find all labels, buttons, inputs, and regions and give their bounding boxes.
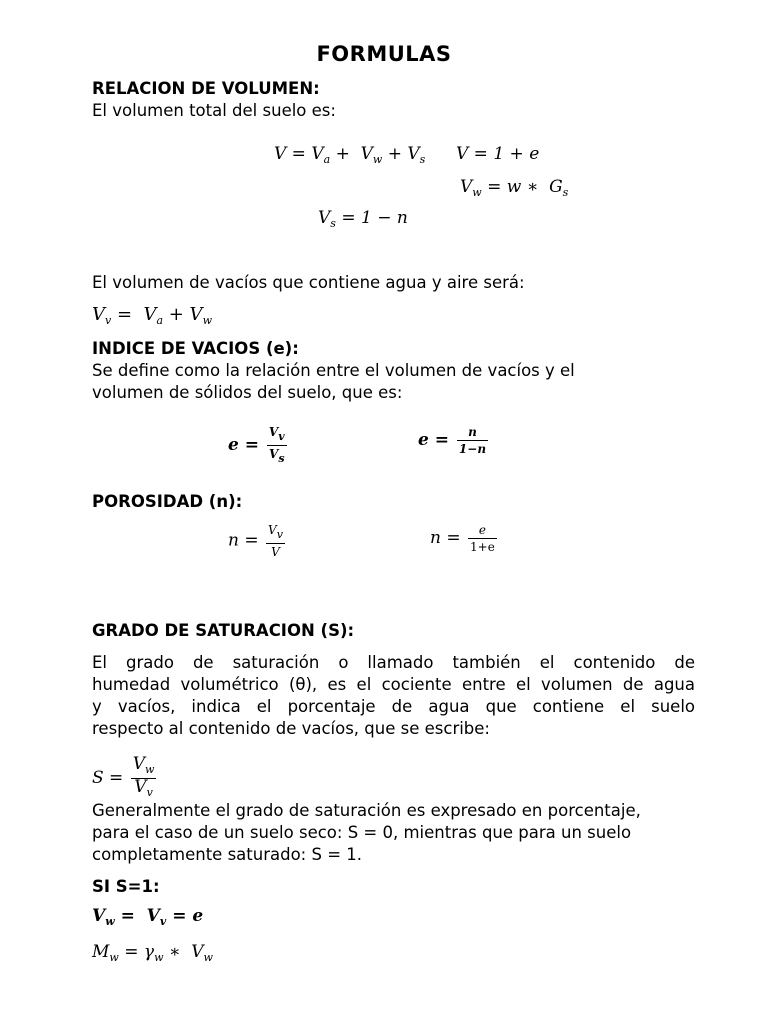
formula-volume-total: $V = V_a + V_w + V_s$ xyxy=(274,144,426,166)
paragraph-saturacion-porcentaje xyxy=(92,800,695,866)
paragraph-line: para el caso de un suelo seco: S = 0, mientras que para un suelo xyxy=(92,823,632,842)
section-text-indice-line2: volumen de sólidos del suelo, que es: xyxy=(92,383,403,402)
section-text-indice-line1: Se define como la relación entre el volumen de vacíos y el xyxy=(92,361,575,380)
paragraph-line: y vacíos, indica el porcentaje de agua que contiene el suelo xyxy=(92,697,695,716)
paragraph-line: completamente saturado: S = 1. xyxy=(92,845,363,864)
formula-water-mass: $M_w = \gamma_w$ ∗ $V_w$ xyxy=(92,942,213,964)
section-heading-si-s1: SI S=1: xyxy=(92,877,160,896)
section-heading-grado-saturacion: GRADO DE SATURACION (S): xyxy=(92,621,355,640)
page-title: FORMULAS xyxy=(316,42,452,66)
formula-void-ratio-1: e = $\frac{V_v}{V_s}$ xyxy=(228,425,285,465)
formula-void-ratio-2: e = $\frac{n}{1-n}$ xyxy=(418,425,487,456)
paragraph-saturacion xyxy=(92,652,695,740)
formula-volume-water: $V_w = w$ ∗ $G_s$ xyxy=(460,177,569,199)
section-text-volumen-total: El volumen total del suelo es: xyxy=(92,101,336,120)
paragraph-line: humedad volumétrico (θ), es el cociente entre el volumen de agua xyxy=(92,675,695,694)
formula-porosity-2: n = $\frac{e}{1+e}$ xyxy=(430,523,495,554)
formula-porosity-1: n = $\frac{V_v}{V}$ xyxy=(228,523,283,559)
formula-saturation: S = $\frac{V_w}{V_v}$ xyxy=(92,754,155,799)
paragraph-line: Generalmente el grado de saturación es expresado en porcentaje, xyxy=(92,801,641,820)
formula-volume-voids: $V_v = V_a + V_w$ xyxy=(92,304,212,327)
section-heading-porosidad: POROSIDAD (n): xyxy=(92,492,243,511)
section-heading-relacion-volumen: RELACION DE VOLUMEN: xyxy=(92,79,320,98)
section-heading-indice-vacios: INDICE DE VACIOS (e): xyxy=(92,339,299,358)
paragraph-line: respecto al contenido de vacíos, que se escribe: xyxy=(92,719,490,738)
formula-volume-solids: $V_s = 1 - n$ xyxy=(318,208,408,230)
formula-saturated-volumes: $V_w = V_v = e$ xyxy=(92,906,204,928)
section-text-volumen-vacios: El volumen de vacíos que contiene agua y aire será: xyxy=(92,273,525,292)
paragraph-line: El grado de saturación o llamado también el contenido de xyxy=(92,653,695,672)
formula-volume-void-ratio: V = 1 + e xyxy=(456,144,540,164)
